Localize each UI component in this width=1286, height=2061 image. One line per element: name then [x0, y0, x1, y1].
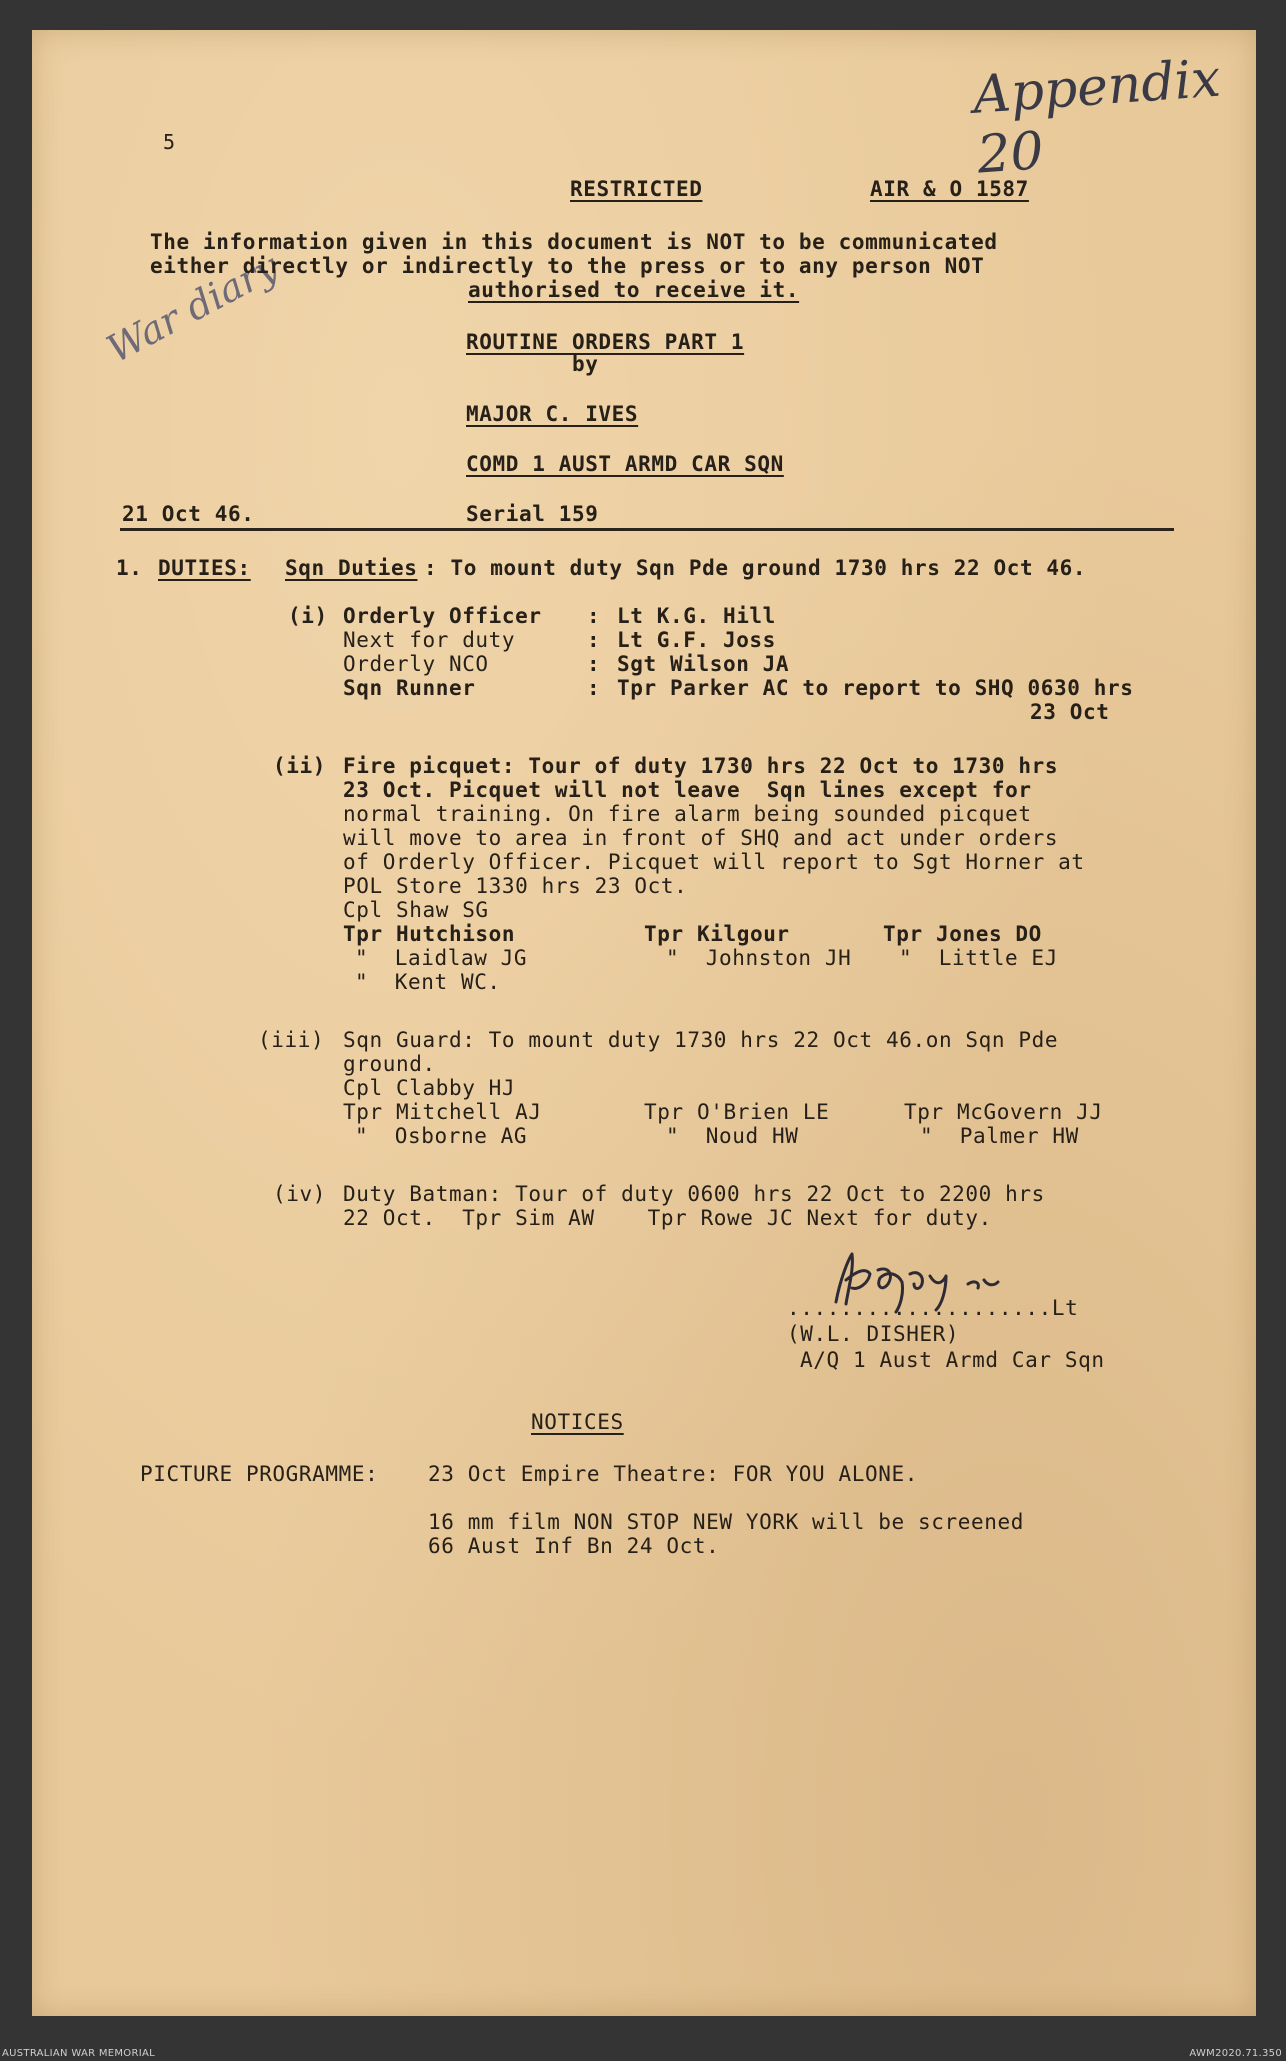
- archive-footer-left: AUSTRALIAN WAR MEMORIAL: [2, 2048, 155, 2059]
- orders-title: ROUTINE ORDERS PART 1: [466, 330, 745, 354]
- subpara-ii-label: (ii): [273, 754, 326, 778]
- name-cell: " Kent WC.: [355, 970, 501, 994]
- text-line: ground.: [343, 1052, 436, 1076]
- warning-line-2: either directly or indirectly to the press or to any person NOT: [150, 254, 985, 278]
- text-line: 23 Oct. Picquet will not leave Sqn lines except for: [343, 778, 1032, 802]
- name-cell: Tpr Jones DO: [883, 922, 1042, 946]
- picture-programme-line-1: 23 Oct Empire Theatre: FOR YOU ALONE.: [428, 1462, 918, 1486]
- subpara-i-label: (i): [288, 604, 328, 628]
- signatory-name: (W.L. DISHER): [787, 1322, 960, 1346]
- document-page: [32, 30, 1256, 2016]
- name-cell: " Laidlaw JG: [355, 946, 528, 970]
- sqn-duties-heading: Sqn Duties: [285, 556, 418, 580]
- text-line: will move to area in front of SHQ and act under orders: [343, 826, 1059, 850]
- duty-separator: :: [587, 652, 601, 676]
- restricted-heading: RESTRICTED: [570, 177, 703, 201]
- duty-separator: :: [587, 604, 601, 628]
- duty-continuation: 23 Oct: [1030, 700, 1110, 724]
- name-cell: " Palmer HW: [920, 1124, 1079, 1148]
- text-line: 22 Oct. Tpr Sim AW Tpr Rowe JC Next for duty.: [343, 1206, 992, 1230]
- officer-name: MAJOR C. IVES: [466, 402, 639, 426]
- corner-mark: 5: [163, 130, 176, 154]
- name-cell: " Noud HW: [666, 1124, 799, 1148]
- unit-name: COMD 1 AUST ARMD CAR SQN: [466, 452, 784, 476]
- name-cell: Tpr Kilgour: [644, 922, 790, 946]
- text-line: Sqn Guard: To mount duty 1730 hrs 22 Oct 46.on Sqn Pde: [343, 1028, 1059, 1052]
- text-line: Duty Batman: Tour of duty 0600 hrs 22 Oct to 2200 hrs: [343, 1182, 1045, 1206]
- name-cell: Tpr McGovern JJ: [904, 1100, 1103, 1124]
- archive-footer-right: AWM2020.71.350: [1189, 2048, 1282, 2059]
- warning-line-3: authorised to receive it.: [468, 278, 800, 302]
- text-line: Fire picquet: Tour of duty 1730 hrs 22 Oct to 1730 hrs: [343, 754, 1059, 778]
- order-date: 21 Oct 46.: [122, 502, 255, 526]
- text-line: POL Store 1330 hrs 23 Oct.: [343, 874, 688, 898]
- duty-role: Orderly Officer: [343, 604, 542, 628]
- subpara-iv-label: (iv): [273, 1182, 326, 1206]
- duties-number: 1.: [116, 556, 143, 580]
- name-cell: " Osborne AG: [355, 1124, 528, 1148]
- duty-name: Sgt Wilson JA: [617, 652, 790, 676]
- header-divider: [120, 528, 1174, 531]
- signatory-position: A/Q 1 Aust Armd Car Sqn: [800, 1348, 1105, 1372]
- duty-separator: :: [587, 676, 601, 700]
- name-cell: Tpr Hutchison: [343, 922, 516, 946]
- text-line: Cpl Shaw SG: [343, 898, 489, 922]
- appendix-annotation: Appendix 20: [971, 48, 1223, 186]
- picture-programme-label: PICTURE PROGRAMME:: [140, 1462, 379, 1486]
- subpara-iii-label: (iii): [258, 1028, 325, 1052]
- name-cell: " Johnston JH: [666, 946, 852, 970]
- duties-intro: : To mount duty Sqn Pde ground 1730 hrs 22 Oct 46.: [424, 556, 1087, 580]
- text-line: Cpl Clabby HJ: [343, 1076, 516, 1100]
- duties-heading: DUTIES:: [158, 556, 251, 580]
- duty-role: Sqn Runner: [343, 676, 476, 700]
- picture-programme-line-3: 66 Aust Inf Bn 24 Oct.: [428, 1534, 720, 1558]
- name-cell: Tpr O'Brien LE: [644, 1100, 830, 1124]
- duty-separator: :: [587, 628, 601, 652]
- reference-number: AIR & O 1587: [870, 177, 1029, 201]
- picture-programme-line-2: 16 mm film NON STOP NEW YORK will be screened: [428, 1510, 1024, 1534]
- name-cell: Tpr Mitchell AJ: [343, 1100, 542, 1124]
- name-cell: " Little EJ: [899, 946, 1058, 970]
- duty-role: Orderly NCO: [343, 652, 489, 676]
- duty-name: Tpr Parker AC to report to SHQ 0630 hrs: [617, 676, 1134, 700]
- duty-role: Next for duty: [343, 628, 516, 652]
- orders-by: by: [572, 352, 599, 376]
- text-line: of Orderly Officer. Picquet will report to Sgt Horner at: [343, 850, 1085, 874]
- serial-number: Serial 159: [466, 502, 599, 526]
- duty-name: Lt G.F. Joss: [617, 628, 776, 652]
- duty-name: Lt K.G. Hill: [617, 604, 776, 628]
- warning-line-1: The information given in this document is NOT to be communicated: [150, 230, 998, 254]
- text-line: normal training. On fire alarm being sounded picquet: [343, 802, 1032, 826]
- signature-dots: ....................Lt: [787, 1296, 1079, 1320]
- notices-heading: NOTICES: [531, 1410, 624, 1434]
- war-diary-annotation: War diary: [99, 244, 286, 372]
